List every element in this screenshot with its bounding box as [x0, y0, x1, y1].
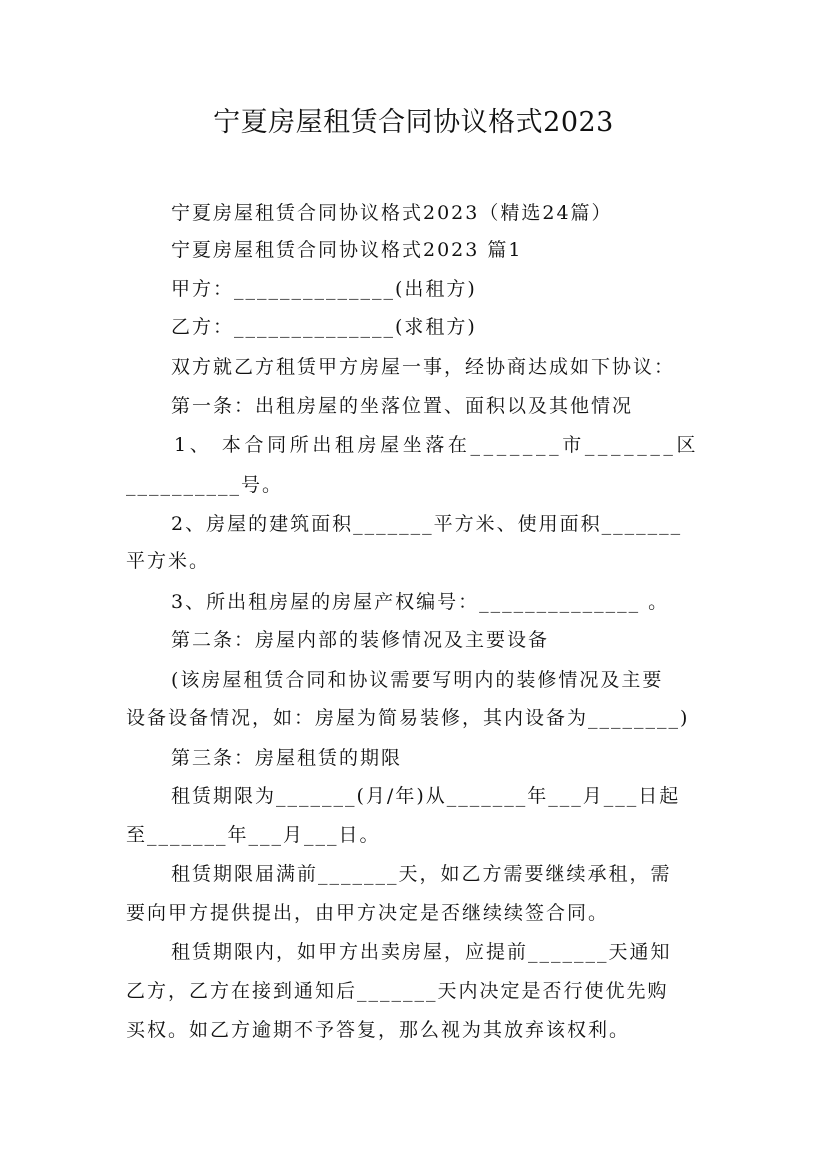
agreement-intro-line: 双方就乙方租赁甲方房屋一事，经协商达成如下协议：: [171, 356, 676, 378]
clause-2-line-2: 平方米。: [126, 550, 211, 572]
renewal-line-2: 要向甲方提供提出，由甲方决定是否继续续签合同。: [126, 902, 610, 924]
clause-3-line: 3、所出租房屋的房屋产权编号：______________ 。: [171, 591, 670, 613]
term-line-1: 租赁期限为_______(月/年)从_______年___月___日起: [171, 785, 681, 807]
article-two-note-line-2: 设备设备情况，如：房屋为简易装修，其内设备为________): [126, 707, 690, 729]
term-line-2: 至_______年___月___日。: [126, 824, 381, 846]
renewal-line-1: 租赁期限届满前_______天，如乙方需要继续承租，需: [171, 863, 672, 885]
sale-notice-line-1: 租赁期限内，如甲方出卖房屋，应提前_______天通知: [171, 941, 672, 963]
section-heading-line: 宁夏房屋租赁合同协议格式2023 篇1: [171, 239, 523, 261]
clause-2-line-1: 2、房屋的建筑面积_______平方米、使用面积_______: [171, 513, 683, 535]
article-three-heading: 第三条：房屋租赁的期限: [171, 747, 403, 769]
article-one-heading: 第一条：出租房屋的坐落位置、面积以及其他情况: [171, 395, 634, 417]
sale-notice-line-2: 乙方，乙方在接到通知后_______天内决定是否行使优先购: [126, 980, 669, 1002]
article-two-note-line-1: (该房屋租赁合同和协议需要写明内的装修情况及主要: [171, 669, 664, 691]
article-two-heading: 第二条：房屋内部的装修情况及主要设备: [171, 629, 550, 651]
page-title: 宁夏房屋租赁合同协议格式2023: [213, 107, 614, 138]
party-b-line: 乙方：______________(求租方): [171, 316, 477, 338]
sale-notice-line-3: 买权。如乙方逾期不予答复，那么视为其放弃该权利。: [126, 1019, 631, 1041]
clause-1-line-1: 1、 本合同所出租房屋坐落在_______市_______区: [174, 434, 700, 456]
clause-1-line-2: __________号。: [126, 474, 284, 496]
subtitle-line: 宁夏房屋租赁合同协议格式2023（精选24篇）: [171, 202, 613, 224]
party-a-line: 甲方：______________(出租方): [171, 278, 477, 300]
